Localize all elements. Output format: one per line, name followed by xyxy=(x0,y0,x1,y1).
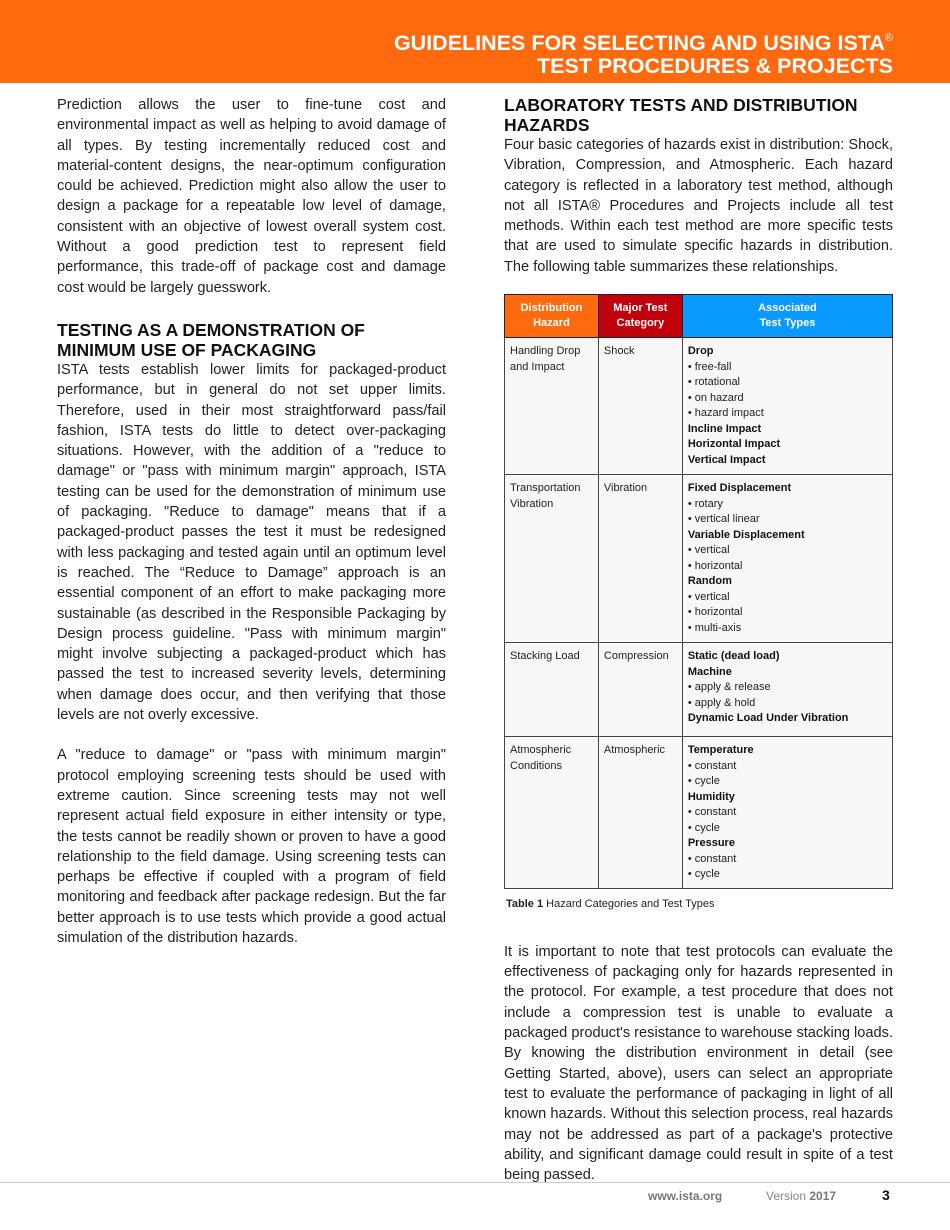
test-type-item: Drop xyxy=(687,345,714,358)
right-column xyxy=(504,95,893,1185)
test-type-item: • constant xyxy=(687,806,737,819)
test-type-item: • vertical xyxy=(687,590,730,603)
test-type-item: Pressure xyxy=(687,837,735,850)
hazard-cell: Transportation Vibration xyxy=(505,475,599,643)
category-cell: Shock xyxy=(598,338,682,475)
header-line: Associated xyxy=(758,301,817,314)
test-type-item: Vertical Impact xyxy=(687,453,766,466)
registered-mark: ® xyxy=(884,32,893,44)
test-type-item: • horizontal xyxy=(687,559,743,572)
test-type-item: Static (dead load) xyxy=(687,650,780,663)
hazard-table xyxy=(504,294,893,889)
hazard-cell: Atmospheric Conditions xyxy=(505,737,599,889)
test-types-cell xyxy=(682,737,892,889)
test-type-item: Incline Impact xyxy=(687,422,762,435)
footer-url[interactable]: www.ista.org xyxy=(648,1189,723,1203)
footer-version xyxy=(766,1189,836,1203)
test-type-item: • rotary xyxy=(687,497,723,510)
hazard-cell: Stacking Load xyxy=(505,643,599,737)
test-type-item: • vertical xyxy=(687,544,730,557)
test-type-item: • apply & release xyxy=(687,681,771,694)
test-type-item: Horizontal Impact xyxy=(687,438,781,451)
table-row xyxy=(505,643,893,737)
test-types-cell xyxy=(682,643,892,737)
table-header-cell xyxy=(505,295,599,338)
hazard-cell: Handling Drop and Impact xyxy=(505,338,599,475)
test-type-item: • rotational xyxy=(687,376,741,389)
test-type-item: • vertical linear xyxy=(687,513,760,526)
table-header-cell xyxy=(598,295,682,338)
caption-label: Table 1 xyxy=(506,897,544,910)
test-type-item: • free-fall xyxy=(687,360,732,373)
test-type-item: • horizontal xyxy=(687,606,743,619)
section-heading: LABORATORY TESTS AND DISTRIBUTION HAZARDS xyxy=(504,95,858,135)
category-cell: Compression xyxy=(598,643,682,737)
footer-divider xyxy=(0,1182,950,1183)
table-row xyxy=(505,338,893,475)
header-line: Distribution xyxy=(520,301,583,314)
category-cell: Atmospheric xyxy=(598,737,682,889)
paragraph: A "reduce to damage" or "pass with minimum margin" protocol employing screening tests should be used with extreme caution. Since screening tests may not well represent actual field exposure in either intensity or type, the tests cannot be readily shown or proven to have a good relationship to the field damage. Using screening tests can perhaps be effective if coupled with a program of field monitoring and feedback after package redesign. But the far better approach is to use tests which provide a good actual simulation of the distribution hazards. xyxy=(57,747,446,946)
test-type-item: • cycle xyxy=(687,821,720,834)
header-line: Test Types xyxy=(759,317,816,330)
paragraph: Four basic categories of hazards exist in distribution: Shock, Vibration, Compression, and Atmospheric. Each hazard category is reflected in a laboratory test method, although not all ISTA® Procedures and Projects include all test methods. Within each test method are more specific tests that are used to simulate specific hazards in distribution. The following table summarizes these relationships. xyxy=(504,137,893,275)
header-line: Category xyxy=(616,317,665,330)
section-heading: TESTING AS A DEMONSTRATION OF MINIMUM USE OF PACKAGING xyxy=(57,319,365,360)
table-header-cell xyxy=(682,295,892,338)
left-column xyxy=(57,95,446,948)
test-type-item: • constant xyxy=(687,852,737,865)
header-title-line2: TEST PROCEDURES & PROJECTS xyxy=(537,54,893,78)
table-caption xyxy=(506,894,893,914)
test-type-item: • hazard impact xyxy=(687,407,764,420)
test-type-item: Fixed Displacement xyxy=(687,482,792,495)
page-header xyxy=(0,0,950,83)
header-title-line1: GUIDELINES FOR SELECTING AND USING ISTA xyxy=(393,31,885,55)
page-number: 3 xyxy=(882,1187,890,1203)
version-number: 2017 xyxy=(809,1189,837,1203)
test-types-cell xyxy=(682,338,892,475)
test-type-item: Variable Displacement xyxy=(687,528,805,541)
test-type-item: • on hazard xyxy=(687,391,744,404)
test-type-item: Humidity xyxy=(687,790,735,803)
test-type-item: Temperature xyxy=(687,744,754,757)
test-type-item: • cycle xyxy=(687,775,720,788)
test-type-item: • apply & hold xyxy=(687,696,756,709)
caption-text: Hazard Categories and Test Types xyxy=(546,897,715,910)
version-label: Version xyxy=(766,1189,807,1203)
paragraph: Prediction allows the user to fine-tune cost and environmental impact as well as helping to avoid damage of all types. By testing incrementally reduced cost and material-content designs, the near-optimum configuration could be achieved. Prediction might also allow the user to design a package for a repeatable low level of damage, consistent with an objective of lowest overall system cost. Without a good prediction test to represent field performance, this trade-off of package cost and damage cost would be largely guesswork. xyxy=(57,97,446,296)
test-type-item: Dynamic Load Under Vibration xyxy=(687,712,849,725)
table-row xyxy=(505,475,893,643)
paragraph: It is important to note that test protocols can evaluate the effectiveness of packaging only for hazards represented in the protocol. For example, a test procedure that does not include a compression test is unable to evaluate a packaged product's resistance to warehouse stacking loads. By knowing the distribution environment in detail (see Getting Started, above), users can select an appropriate test to evaluate the performance of packaging in light of all known hazards. Without this selection process, real hazards may not be addressed as part of a package's protective ability, and significant damage could result in spite of a test being passed. xyxy=(504,943,893,1184)
paragraph: ISTA tests establish lower limits for packaged-product performance, but in general do not set upper limits. Therefore, used in their most straightforward pass/fail fashion, ISTA tests do little to detect over-packaging situations. However, with the addition of a "reduce to damage" or "pass with minimum margin" approach, ISTA testing can be used for the demonstration of minimum use of packaging. "Reduce to damage" means that if a packaged-product passes the test it must be redesigned with less packaging and tested again until an optimum level is reached. The “Reduce to Damage” approach is an essential component of an effort to make packaging more sustainable (as described in the Responsible Packaging by Design process guideline. "Pass with minimum margin" might involve subjecting a packaged-product which has passed the test to increased severity levels, determining when damage does occur, and then verifying that those levels are not overly excessive. xyxy=(57,361,446,724)
test-type-item: Machine xyxy=(687,665,732,678)
test-types-cell xyxy=(682,475,892,643)
header-line: Major Test xyxy=(613,301,668,314)
header-line: Hazard xyxy=(533,317,570,330)
category-cell: Vibration xyxy=(598,475,682,643)
table-row xyxy=(505,737,893,889)
test-type-item: • cycle xyxy=(687,868,720,881)
test-type-item: • multi-axis xyxy=(687,621,742,634)
test-type-item: Random xyxy=(687,575,732,588)
test-type-item: • constant xyxy=(687,759,737,772)
